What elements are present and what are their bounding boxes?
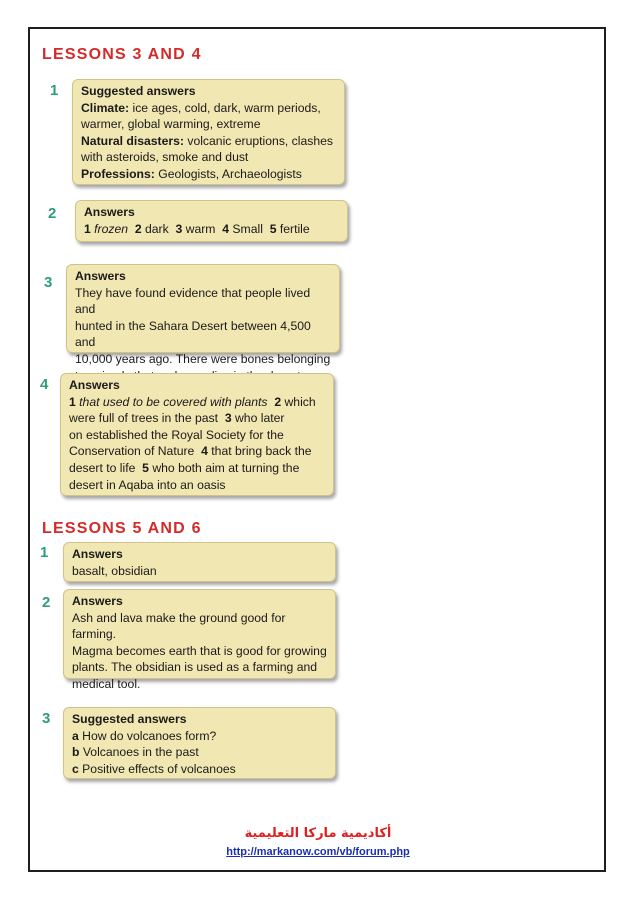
item-answer: Positive effects of volcanoes <box>82 761 236 776</box>
box-title: Suggested answers <box>72 712 187 726</box>
item-answer: which <box>284 394 316 409</box>
answer-box-q3 <box>66 264 340 366</box>
item-number: 4 <box>201 444 208 459</box>
answer-line <box>72 744 327 761</box>
item-answer: frozen <box>94 221 129 236</box>
footer-forum-link[interactable]: http://markanow.com/vb/forum.php <box>226 846 410 858</box>
question-number: 3 <box>44 274 53 291</box>
answer-line <box>81 133 336 150</box>
answer-line: desert in Aqaba into an oasis <box>69 477 226 492</box>
item-answer: warm <box>185 221 216 236</box>
answer-box-q1-b <box>63 542 336 582</box>
answer-line: with asteroids, smoke and dust <box>81 150 249 165</box>
question-number: 1 <box>40 544 49 561</box>
answer-line: They have found evidence that people lived and <box>75 285 311 317</box>
question-number: 1 <box>50 82 59 99</box>
answer-box-q2 <box>75 200 348 242</box>
item-answer: dark <box>145 221 169 236</box>
box-title: Suggested answers <box>81 84 196 98</box>
answer-line: Ash and lava make the ground good for farming. <box>72 610 286 642</box>
answer-line <box>81 100 336 117</box>
answer-box-q2-b <box>63 589 336 691</box>
answer-box-q1 <box>72 79 345 185</box>
item-answer: that bring back the <box>211 444 312 459</box>
answer-line: basalt, obsidian <box>72 563 157 578</box>
text-natural-disasters: volcanic eruptions, clashes <box>183 133 334 148</box>
box-title: Answers <box>69 378 120 392</box>
item-number: 4 <box>222 221 230 236</box>
item-number: 1 <box>84 221 91 236</box>
answer-line: hunted in the Sahara Desert between 4,500 and <box>75 318 311 350</box>
item-answer: fertile <box>279 221 310 236</box>
answer-line <box>72 728 327 745</box>
item-answer: desert to life <box>69 460 136 475</box>
label-natural-disasters: Natural disasters: <box>81 133 184 148</box>
item-answer: Small <box>232 221 263 236</box>
answer-line <box>72 761 327 778</box>
item-letter: b <box>72 745 80 760</box>
answer-line <box>81 166 336 183</box>
box-title: Answers <box>72 547 123 561</box>
answer-line: medical tool. <box>72 676 141 691</box>
box-title: Answers <box>75 269 126 283</box>
answer-line: plants. The obsidian is used as a farming and <box>72 660 318 675</box>
item-number: 1 <box>69 394 76 409</box>
answer-line <box>69 460 325 477</box>
answer-line <box>69 443 325 460</box>
item-letter: c <box>72 761 79 776</box>
text-professions: Geologists, Archaeologists <box>154 166 302 181</box>
footer-academy-name: أكاديمية ماركا التعليمية <box>244 826 392 841</box>
item-answer: How do volcanoes form? <box>82 728 217 743</box>
item-number: 5 <box>269 221 277 236</box>
question-number: 3 <box>42 710 51 727</box>
question-number: 2 <box>42 594 51 611</box>
answer-line: on established the Royal Society for the <box>69 427 284 442</box>
answer-box-q4 <box>60 373 334 496</box>
label-climate: Climate: <box>81 100 130 115</box>
question-number: 4 <box>40 376 49 393</box>
question-number: 2 <box>48 205 57 222</box>
item-answer: who both aim at turning the <box>152 460 300 475</box>
answer-line <box>69 394 325 411</box>
item-number: 2 <box>134 221 142 236</box>
item-number: 5 <box>142 460 149 475</box>
answer-line <box>69 410 325 427</box>
box-title: Answers <box>84 205 135 219</box>
answer-line: warmer, global warming, extreme <box>81 117 261 132</box>
item-answer: that used to be covered with plants <box>79 394 268 409</box>
section-heading-lessons-5-6: LESSONS 5 AND 6 <box>42 520 202 537</box>
item-number: 2 <box>274 394 282 409</box>
answer-line <box>84 221 339 238</box>
item-answer: Conservation of Nature <box>69 444 195 459</box>
answer-box-q3-b <box>63 707 336 779</box>
item-number: 3 <box>224 411 232 426</box>
item-answer: were full of trees in the past <box>69 411 219 426</box>
item-letter: a <box>72 728 79 743</box>
section-heading-lessons-3-4: LESSONS 3 AND 4 <box>42 46 202 63</box>
answer-line: Magma becomes earth that is good for growing <box>72 643 327 658</box>
box-title: Answers <box>72 594 123 608</box>
text-climate: ice ages, cold, dark, warm periods, <box>129 100 321 115</box>
item-number: 3 <box>175 221 183 236</box>
answer-line: 10,000 years ago. There were bones belonging <box>75 351 331 366</box>
item-answer: Volcanoes in the past <box>82 745 199 760</box>
label-professions: Professions: <box>81 166 155 181</box>
item-answer: who later <box>235 411 285 426</box>
